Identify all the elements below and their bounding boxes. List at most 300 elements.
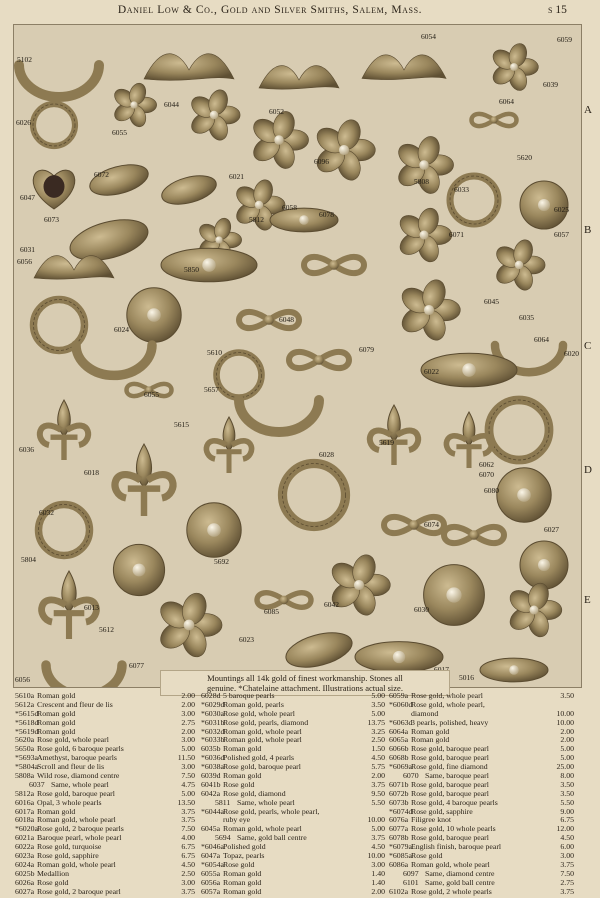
item-number-label: 6059 [557, 35, 572, 44]
brooch-leaf-illustration [159, 171, 220, 210]
item-price: 3.75 [181, 806, 195, 816]
item-number-label: 6039 [543, 80, 558, 89]
item-number: *6032d [201, 726, 225, 736]
item-description: Rose gold, sapphire [37, 851, 99, 861]
page-header [0, 4, 600, 22]
item-price: 6.75 [181, 842, 195, 852]
item-description: Rose gold, whole pearl [411, 691, 483, 700]
item-number: *5619d [15, 726, 39, 736]
brooch-fleur-illustration [115, 444, 173, 516]
brooch-flower-illustration [397, 277, 460, 343]
item-price: 5.50 [560, 797, 574, 807]
item-description: Rose gold [223, 859, 255, 869]
brooch-ring-illustration [450, 176, 498, 224]
brooch-arc-illustration [46, 665, 122, 687]
item-description: Roman gold [37, 726, 76, 736]
item-price: 3.00 [181, 735, 195, 745]
item-number: *5804a [15, 762, 38, 772]
item-description: Rose gold, baroque pearl [411, 779, 489, 789]
item-price: 4.50 [371, 753, 385, 763]
item-price: 3.00 [181, 762, 195, 772]
item-description: Rose gold, whole pearl [223, 708, 295, 718]
item-description: Same, gold ball centre [237, 833, 307, 843]
item-description: ruby eye [223, 815, 251, 825]
item-number: 6102a [389, 886, 409, 896]
item-number: *6060d [389, 699, 413, 709]
item-number-label: 6035 [519, 313, 534, 322]
item-number-label: 6073 [44, 215, 59, 224]
item-description: Roman gold [223, 886, 262, 896]
caption-line-1: Mountings all 14k gold of finest workmanship. Stones all [207, 673, 403, 683]
brooch-oval-illustration [480, 658, 548, 682]
item-number-label: 6033 [454, 185, 469, 194]
item-number: 6057a [201, 886, 221, 896]
item-price: 10.00 [556, 717, 574, 727]
price-column-2 [201, 692, 385, 896]
brooch-flower-illustration [111, 81, 157, 129]
item-number-label: 6072 [94, 170, 109, 179]
item-number: 6055a [201, 868, 221, 878]
item-number-label: 6031 [20, 245, 35, 254]
item-number: *6079a [389, 842, 412, 852]
item-price: 5.00 [181, 788, 195, 798]
item-price: 1.40 [371, 868, 385, 878]
item-description: Roman gold, whole pearl [223, 735, 302, 745]
item-number-label: 6071 [449, 230, 464, 239]
brooch-round-illustration [127, 288, 181, 342]
item-number-label: 6080 [484, 486, 499, 495]
item-description: Rose gold, baroque pearl [223, 762, 301, 772]
brooch-flower-illustration [493, 237, 546, 292]
item-number-label: 6070 [479, 470, 494, 479]
item-description: Roman gold [223, 771, 262, 781]
item-description: Roman gold [37, 691, 76, 700]
item-number: 5811 [215, 797, 231, 807]
item-price: 4.50 [181, 859, 195, 869]
item-description: Amethyst, baroque pearls [37, 753, 117, 763]
item-description: English finish, baroque pearl [411, 842, 502, 852]
item-price: 3.75 [560, 859, 574, 869]
item-price: 1.50 [371, 744, 385, 754]
brooch-round-illustration [497, 468, 551, 522]
item-description: 3 pearls, polished, heavy [411, 717, 489, 727]
item-price: 2.75 [560, 877, 574, 887]
item-number: 6097 [403, 868, 419, 878]
item-number: 6070 [403, 771, 419, 781]
item-number: 6078b [389, 833, 409, 843]
item-price: 2.00 [181, 699, 195, 709]
item-price: 2.00 [560, 735, 574, 745]
item-number: *6033b [201, 735, 225, 745]
item-price: 13.50 [177, 797, 195, 807]
item-number: 6037 [29, 779, 45, 789]
item-number: *6038a [201, 762, 224, 772]
brooch-bow-illustration [472, 114, 517, 126]
item-number: *6074d [389, 806, 413, 816]
item-price: 3.75 [371, 779, 385, 789]
item-price: 10.00 [556, 708, 574, 718]
brooch-bird-illustration [144, 54, 234, 81]
item-price: 10.00 [367, 851, 385, 861]
item-description: Opal, 3 whole pearls [37, 797, 102, 807]
brooch-bow-illustration [257, 593, 311, 608]
row-letter-e: E [584, 594, 591, 606]
item-description: Roman gold [411, 726, 450, 736]
item-price: 3.50 [371, 699, 385, 709]
item-description: Rose gold, baroque pearl [37, 788, 115, 798]
item-price: 5.00 [371, 691, 385, 700]
brooch-bird-illustration [259, 66, 339, 90]
item-price: 12.00 [556, 824, 574, 834]
item-description: Roman gold [223, 744, 262, 754]
item-price: 9.50 [371, 788, 385, 798]
item-price: 7.50 [181, 824, 195, 834]
brooch-arc-illustration [19, 65, 99, 97]
brooch-wing-illustration [362, 55, 446, 80]
item-price: 2.50 [181, 868, 195, 878]
item-number-label: 6079 [359, 345, 374, 354]
brooch-bar-illustration [355, 642, 443, 673]
item-price: 4.50 [560, 833, 574, 843]
brooch-heart-illustration [33, 170, 75, 209]
item-number-label: 5850 [184, 265, 199, 274]
item-number: *6030a [201, 708, 224, 718]
item-price: 2.75 [181, 717, 195, 727]
item-description: Roman gold, pearls [223, 699, 284, 709]
item-number: 6068b [389, 753, 409, 763]
item-number: 6024a [15, 859, 35, 869]
item-number: 6039d [201, 771, 221, 781]
item-number: 5610a [15, 691, 35, 700]
item-price: 3.75 [181, 886, 195, 896]
brooch-ring-illustration [489, 400, 549, 460]
item-description: Rose gold, pearls, whole pearl, [223, 806, 320, 816]
item-number-label: 6021 [229, 172, 244, 181]
item-number-label: 6074 [424, 520, 439, 529]
item-description: Roman gold, whole pearl [37, 859, 116, 869]
item-number: *5693a [15, 753, 38, 763]
item-price: 3.75 [371, 833, 385, 843]
item-description: Rose gold, 6 baroque pearls [37, 744, 124, 754]
item-number-label: 6054 [421, 32, 436, 41]
item-number-label: 6064 [534, 335, 549, 344]
item-description: Rose gold, baroque pearl [411, 788, 489, 798]
item-number: 6064a [389, 726, 409, 736]
item-number: *6029d [201, 699, 225, 709]
item-number-label: 6036 [19, 445, 34, 454]
item-description: Roman gold [411, 735, 450, 745]
brooch-round-illustration [424, 565, 485, 626]
item-number-label: 6052 [269, 107, 284, 116]
item-number-label: 6057 [554, 230, 569, 239]
item-number: *6031b [201, 717, 225, 727]
item-number: *6044a [201, 806, 224, 816]
item-description: Roman gold [37, 708, 76, 718]
price-column-3 [389, 692, 574, 896]
item-number: *6069a [389, 762, 412, 772]
item-description: Rose gold, whole pearl, [411, 699, 485, 709]
item-number: 6101 [403, 877, 419, 887]
item-number: 6086a [389, 859, 409, 869]
item-description: Roman gold, whole pearl [223, 824, 302, 834]
item-number: 6041b [201, 779, 221, 789]
item-number: 6073b [389, 797, 409, 807]
item-number: 6022a [15, 842, 35, 852]
item-number: *6054a [201, 859, 224, 869]
item-number: 5620a [15, 735, 35, 745]
item-number: 6056a [201, 877, 221, 887]
item-description: Roman gold, whole pearl [411, 859, 490, 869]
item-price: 13.75 [367, 717, 385, 727]
item-description: Rose gold, baroque pearl [411, 753, 489, 763]
item-number: 6045a [201, 824, 221, 834]
brooch-flower-illustration [489, 41, 538, 93]
brooch-flower-illustration [249, 109, 309, 172]
item-description: Roman gold [223, 877, 262, 887]
item-number-label: 6042 [324, 600, 339, 609]
item-description: Rose gold, diamond [223, 788, 286, 798]
item-price: 2.00 [181, 691, 195, 700]
item-price: 5.00 [560, 753, 574, 763]
brooch-scroll-illustration [289, 352, 349, 368]
item-number-label: 5619 [379, 438, 394, 447]
brooch-scroll-illustration [444, 527, 504, 543]
brooch-flower-illustration [312, 117, 375, 183]
item-number: 6077a [389, 824, 409, 834]
item-number-label: 6028 [319, 450, 334, 459]
item-description: Wild rose, diamond centre [37, 771, 120, 781]
item-price: 6.75 [560, 815, 574, 825]
item-price: 5.00 [181, 744, 195, 754]
item-number: 6047a [201, 851, 221, 861]
item-number-label: 5808 [414, 177, 429, 186]
item-number-label: 5615 [174, 420, 189, 429]
item-price: 4.50 [371, 842, 385, 852]
brooch-leaf-illustration [66, 212, 153, 267]
item-description: Rose gold, fine diamond [411, 762, 488, 772]
item-description: diamond [411, 708, 439, 718]
brooch-fleur-illustration [206, 417, 251, 473]
item-description: Rose gold, pearls, diamond [223, 717, 309, 727]
item-number-label: 6096 [314, 157, 329, 166]
item-description: Filigree knot [411, 815, 452, 825]
brooch-ring-illustration [217, 353, 262, 398]
price-row [389, 888, 574, 897]
item-number: 6026a [15, 877, 35, 887]
item-number-label: 6056 [15, 675, 30, 684]
page-number: s 15 [548, 4, 567, 16]
page-title: Daniel Low & Co., Gold and Silver Smiths, Salem, Mass. [117, 4, 423, 16]
item-price: 3.00 [371, 859, 385, 869]
brooch-flower-illustration [396, 206, 452, 265]
brooch-illustrations [14, 25, 581, 687]
item-number: 5650a [15, 744, 35, 754]
item-description: Scroll and fleur de lis [37, 762, 105, 772]
item-price: 2.00 [181, 726, 195, 736]
item-price: 1.40 [371, 877, 385, 887]
item-description: Rose gold [223, 779, 255, 789]
item-description: Rose gold, 2 whole pearls [411, 886, 492, 896]
item-price: 4.75 [181, 779, 195, 789]
item-number: *6036d [201, 753, 225, 763]
item-description: Rose gold, 2 baroque pearls [37, 824, 124, 834]
item-number-label: 6045 [484, 297, 499, 306]
item-number: *6085a [389, 851, 412, 861]
item-number-label: 6020 [564, 349, 579, 358]
item-number-label: 6025 [554, 205, 569, 214]
item-price: 7.50 [181, 771, 195, 781]
brooch-ring-illustration [33, 104, 75, 146]
item-description: Topaz, pearls [223, 851, 265, 861]
item-description: Rose gold, baroque pearl [411, 744, 489, 754]
item-description: Roman gold [37, 806, 76, 816]
item-price: 2.00 [371, 771, 385, 781]
item-price: 5.00 [560, 744, 574, 754]
brooch-flower-illustration [188, 87, 241, 142]
item-description: Roman gold [223, 868, 262, 878]
item-number-label: 6085 [264, 607, 279, 616]
item-price: 7.50 [560, 868, 574, 878]
item-number: *5618d [15, 717, 39, 727]
item-description: Roman gold, whole pearl [223, 726, 302, 736]
item-number-label: 6026 [16, 118, 31, 127]
item-description: Rose gold, baroque pearl [411, 833, 489, 843]
item-description: Medallion [37, 868, 70, 878]
brooch-flower-illustration [506, 581, 562, 640]
item-number: *6063d [389, 717, 413, 727]
item-number-label: 6013 [84, 603, 99, 612]
item-number: 6017a [15, 806, 35, 816]
item-number: 6072b [389, 788, 409, 798]
brooch-knot-illustration [304, 257, 364, 273]
item-number-label: 6077 [129, 661, 144, 670]
item-number-label: 6078 [319, 210, 334, 219]
jewelry-plate [13, 24, 582, 688]
item-price: 11.50 [177, 753, 195, 763]
item-price: 3.00 [181, 708, 195, 718]
item-number: 6016a [15, 797, 35, 807]
brooch-round-illustration [113, 544, 164, 595]
item-number-label: 5016 [459, 673, 474, 682]
item-description: Polished gold [223, 842, 266, 852]
item-price: 4.00 [181, 833, 195, 843]
item-number-label: 6055 [144, 390, 159, 399]
item-description: Same, gold ball centre [425, 877, 495, 887]
item-number-label: 5692 [214, 557, 229, 566]
brooch-leaf-illustration [87, 159, 152, 201]
item-price: 10.00 [367, 815, 385, 825]
item-price: 3.50 [560, 779, 574, 789]
price-row [201, 888, 385, 897]
price-column-1 [15, 692, 195, 896]
brooch-wreath-illustration [283, 464, 346, 527]
item-number: 6071b [389, 779, 409, 789]
item-description: Rose gold, 4 baroque pearls [411, 797, 498, 807]
item-price: 3.00 [560, 851, 574, 861]
price-row [15, 888, 195, 897]
brooch-flower-illustration [156, 590, 223, 660]
item-number-label: 6064 [499, 97, 514, 106]
row-letter-a: A [584, 104, 592, 116]
item-description: Same, diamond centre [425, 868, 495, 878]
item-number-label: 6023 [239, 635, 254, 644]
caption-line-2: genuine. *Chatelaine attachment. Illustrations actual size. [207, 683, 403, 693]
item-number: 6066b [389, 744, 409, 754]
item-number: 6021a [15, 833, 35, 843]
item-number: 6023a [15, 851, 35, 861]
item-price: 3.75 [181, 815, 195, 825]
item-number-label: 5812 [249, 215, 264, 224]
brooch-round-illustration [187, 503, 241, 557]
item-number: 6018a [15, 815, 35, 825]
item-price: 2.50 [371, 735, 385, 745]
item-description: Rose gold [37, 877, 69, 887]
item-price: 5.00 [371, 824, 385, 834]
item-number-label: 5804 [21, 555, 36, 564]
item-number-label: 6027 [544, 525, 559, 534]
item-number: 5808a [15, 771, 35, 781]
item-number: *5615d [15, 708, 39, 718]
item-price: 3.50 [560, 788, 574, 798]
brooch-arc-illustration [76, 345, 152, 375]
item-description: Polished gold, 4 pearls [223, 753, 295, 763]
item-number: 6035b [201, 744, 221, 754]
item-number: 6042a [201, 788, 221, 798]
item-description: Rose gold [411, 851, 443, 861]
item-number-label: 6022 [424, 367, 439, 376]
row-letter-b: B [584, 224, 592, 236]
item-description: Baroque pearl, whole pearl [37, 833, 122, 843]
item-description: Same, whole pearl [51, 779, 109, 789]
item-price: 25.00 [556, 762, 574, 772]
item-price: 9.00 [560, 806, 574, 816]
brooch-leaf-illustration [282, 626, 356, 673]
item-number-label: 6030 [414, 605, 429, 614]
item-description: Rose gold, 10 whole pearls [411, 824, 496, 834]
brooch-crescent-illustration [239, 400, 319, 432]
item-price: 5.00 [371, 708, 385, 718]
item-description: 5 baroque pearls [223, 691, 275, 700]
item-number-label: 6055 [112, 128, 127, 137]
item-number: 6065a [389, 735, 409, 745]
item-description: Rose gold, turquoise [37, 842, 102, 852]
item-price: 6.00 [560, 842, 574, 852]
item-description: Same, baroque pearl [425, 771, 489, 781]
brooch-fleur-illustration [370, 405, 418, 465]
item-price: 2.00 [371, 886, 385, 896]
row-letter-c: C [584, 340, 592, 352]
brooch-bar-illustration [161, 248, 257, 282]
item-number-label: 6044 [164, 100, 179, 109]
item-number: 6025b [15, 868, 35, 878]
item-price: 3.75 [560, 886, 574, 896]
item-description: Rose gold, sapphire [411, 806, 473, 816]
item-number-label: 6018 [84, 468, 99, 477]
item-number-label: 5612 [99, 625, 114, 634]
item-price: 2.00 [560, 726, 574, 736]
item-price: 5.75 [371, 762, 385, 772]
row-letter-index [582, 24, 600, 686]
brooch-round-illustration [520, 541, 568, 589]
item-number: 6059a [389, 691, 409, 700]
item-description: Rose gold, 2 baroque pearl [37, 886, 121, 896]
item-number: 5694 [215, 833, 231, 843]
item-description: Same, whole pearl [237, 797, 295, 807]
item-price: 3.00 [181, 877, 195, 887]
item-number: *6046a [201, 842, 224, 852]
item-price: 5.50 [371, 797, 385, 807]
item-price: 6.75 [181, 851, 195, 861]
